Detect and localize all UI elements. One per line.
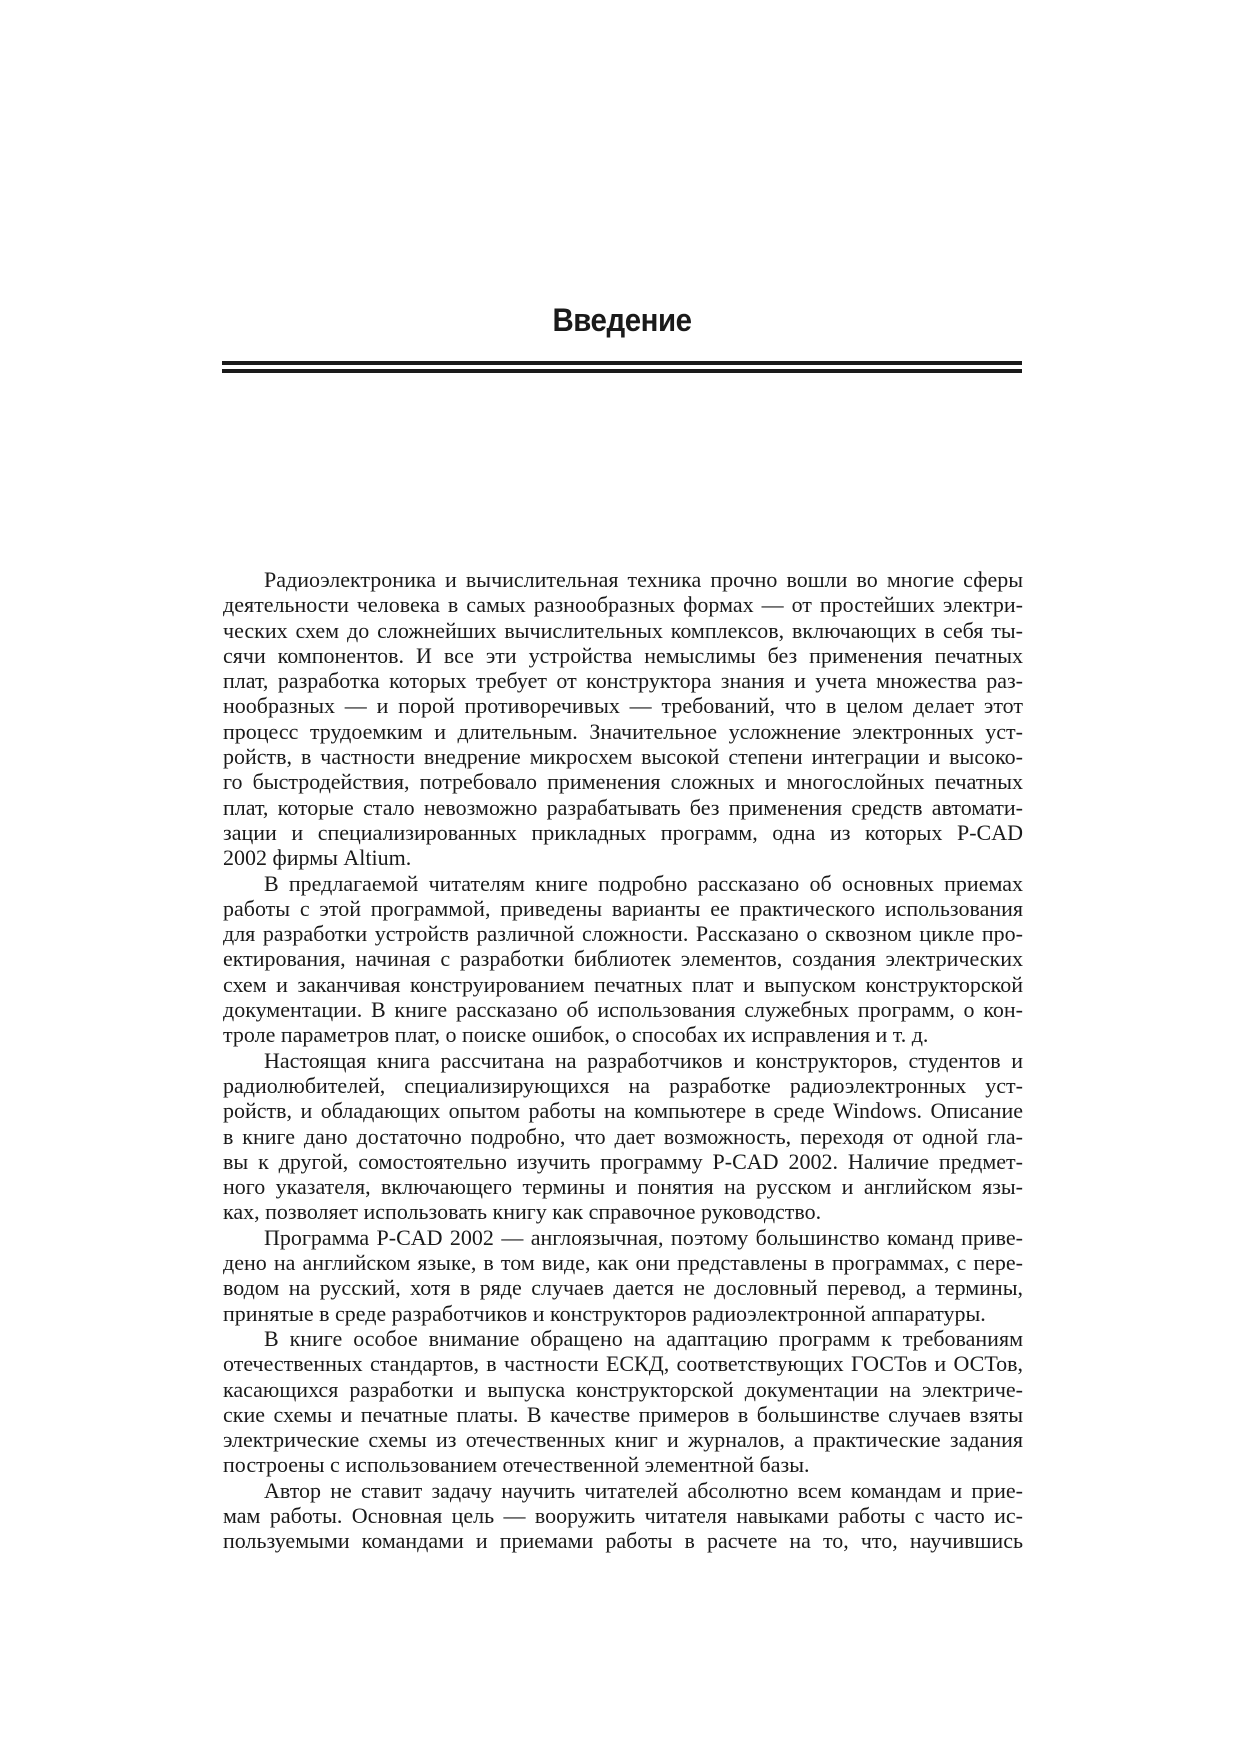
body-text xyxy=(223,567,1023,1554)
text-line: ские схемы и печатные платы. В качестве примеров в большинстве случаев взяты xyxy=(223,1401,1023,1427)
text-line: го быстродействия, потребовало применения сложных и многослойных печатных xyxy=(223,769,1023,795)
title-rule-bottom xyxy=(222,369,1022,373)
text-line: мам работы. Основная цель — вооружить читателя навыками работы с часто ис- xyxy=(223,1502,1023,1528)
text-line: троле параметров плат, о поиске ошибок, о способах их исправления и т. д. xyxy=(223,1022,929,1048)
text-line: сячи компонентов. И все эти устройства немыслимы без применения печатных xyxy=(223,642,1023,668)
text-line: ках, позволяет использовать книгу как справочное руководство. xyxy=(223,1199,822,1225)
paragraph xyxy=(223,567,1023,871)
text-line: в книге дано достаточно подробно, что дает возможность, переходя от одной гла- xyxy=(223,1123,1023,1149)
text-line: ройств, и обладающих опытом работы на компьютере в среде Windows. Описание xyxy=(223,1098,1023,1124)
text-line: дено на английском языке, в том виде, как они представлены в программах, с пере- xyxy=(223,1250,1023,1276)
paragraph xyxy=(223,1478,1023,1554)
text-line: пользуемыми командами и приемами работы в расчете на то, что, научившись xyxy=(223,1528,1023,1554)
paragraph xyxy=(223,871,1023,1048)
text-line: водом на русский, хотя в ряде случаев дается не дословный перевод, а термины, xyxy=(223,1275,1023,1301)
text-line: ройств, в частности внедрение микросхем высокой степени интеграции и высоко- xyxy=(223,744,1023,770)
text-line: 2002 фирмы Altium. xyxy=(223,845,412,871)
text-line: ектирования, начиная с разработки библиотек элементов, создания электрических xyxy=(223,946,1023,972)
text-line: схем и заканчивая конструированием печатных плат и выпуском конструкторской xyxy=(223,971,1023,997)
text-line: касающихся разработки и выпуска конструкторской документации на электриче- xyxy=(223,1376,1023,1402)
paragraph xyxy=(223,1326,1023,1478)
text-line: электрические схемы из отечественных книг и журналов, а практические задания xyxy=(223,1427,1023,1453)
text-line: зации и специализированных прикладных программ, одна из которых P-CAD xyxy=(223,819,1023,845)
text-line: отечественных стандартов, в частности ЕСКД, соответствующих ГОСТов и ОСТов, xyxy=(223,1351,1023,1377)
text-line: Автор не ставит задачу научить читателей абсолютно всем командам и прие- xyxy=(264,1477,1023,1503)
text-line: нообразных — и порой противоречивых — требований, что в целом делает этот xyxy=(223,693,1023,719)
text-line: ного указателя, включающего термины и понятия на русском и английском язы- xyxy=(223,1174,1023,1200)
text-line: документации. В книге рассказано об использования служебных программ, о кон- xyxy=(223,997,1023,1023)
chapter-title: Введение xyxy=(552,302,692,338)
paragraph xyxy=(223,1225,1023,1326)
text-line: принятые в среде разработчиков и конструкторов радиоэлектронной аппаратуры. xyxy=(223,1300,986,1326)
text-line: работы с этой программой, приведены варианты ее практического использования xyxy=(223,895,1023,921)
text-line: построены с использованием отечественной элементной базы. xyxy=(223,1452,810,1478)
text-line: деятельности человека в самых разнообразных формах — от простейших электри- xyxy=(223,592,1023,618)
text-line: плат, разработка которых требует от конструктора знания и учета множества раз- xyxy=(223,668,1023,694)
title-rule-top xyxy=(222,361,1022,365)
text-line: радиолюбителей, специализирующихся на разработке радиоэлектронных уст- xyxy=(223,1072,1023,1098)
text-line: для разработки устройств различной сложности. Рассказано о сквозном цикле про- xyxy=(223,921,1023,947)
text-line: В предлагаемой читателям книге подробно рассказано об основных приемах xyxy=(264,870,1023,896)
text-line: В книге особое внимание обращено на адаптацию программ к требованиям xyxy=(264,1325,1023,1351)
text-line: Программа P-CAD 2002 — англоязычная, поэтому большинство команд приве- xyxy=(264,1224,1023,1250)
text-line: ческих схем до сложнейших вычислительных комплексов, включающих в себя ты- xyxy=(223,617,1023,643)
text-line: процесс трудоемким и длительным. Значительное усложнение электронных уст- xyxy=(223,718,1023,744)
text-line: вы к другой, сомостоятельно изучить программу P-CAD 2002. Наличие предмет- xyxy=(223,1148,1023,1174)
text-line: Настоящая книга рассчитана на разработчиков и конструкторов, студентов и xyxy=(264,1047,1023,1073)
paragraph xyxy=(223,1048,1023,1225)
text-line: плат, которые стало невозможно разрабатывать без применения средств автомати- xyxy=(223,794,1023,820)
text-line: Радиоэлектроника и вычислительная техника прочно вошли во многие сферы xyxy=(264,567,1023,592)
